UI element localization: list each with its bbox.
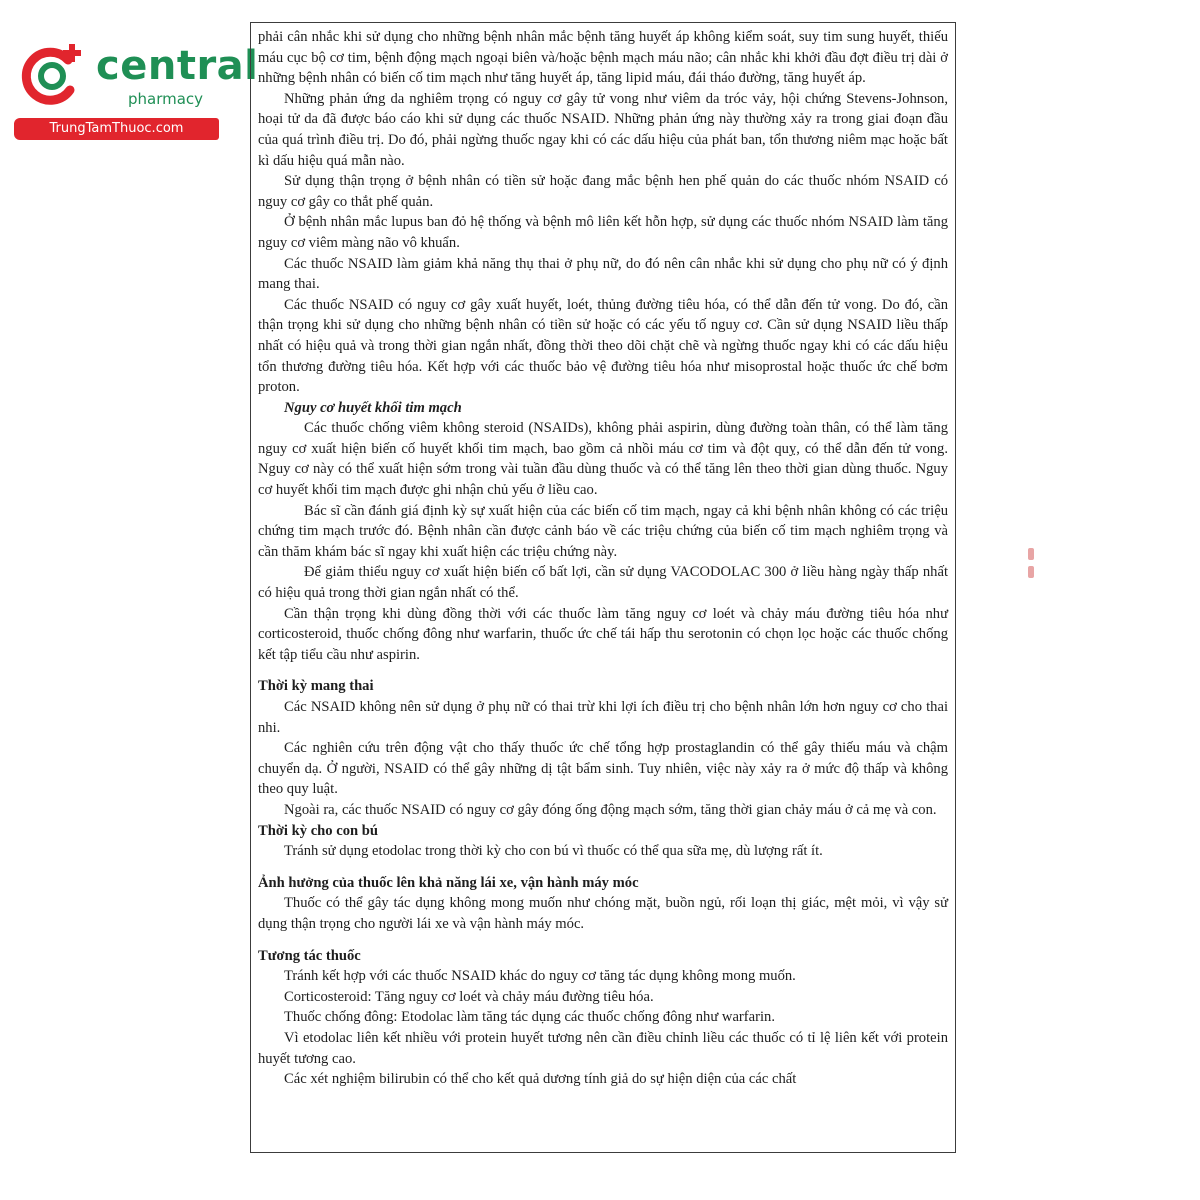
paragraph: Ngoài ra, các thuốc NSAID có nguy cơ gây đóng ống động mạch sớm, tăng thời gian chảy máu ở cả mẹ và con. [284, 801, 937, 818]
margin-mark [1028, 548, 1034, 560]
section-heading-pregnancy: Thời kỳ mang thai [258, 678, 374, 695]
paragraph: Các nghiên cứu trên động vật cho thấy thuốc ức chế tổng hợp prostaglandin có thể gây thiếu máu và chậm chuyển dạ. Ở người, NSAID có thể gây những dị tật bẩm sinh. Tuy nhiên, việc này xảy ra ở mức độ thấp và không theo quy luật. [258, 740, 948, 798]
brand-url-link[interactable]: TrungTamThuoc.com [14, 118, 219, 140]
paragraph: Các xét nghiệm bilirubin có thể cho kết quả dương tính giả do sự hiện diện của các chất [284, 1071, 797, 1088]
paragraph: Tránh kết hợp với các thuốc NSAID khác do nguy cơ tăng tác dụng không mong muốn. [284, 968, 796, 985]
paragraph: Ở bệnh nhân mắc lupus ban đỏ hệ thống và bệnh mô liên kết hỗn hợp, sử dụng các thuốc nhóm NSAID làm tăng nguy cơ viêm màng não vô khuẩn. [258, 214, 948, 251]
margin-mark [1028, 566, 1034, 578]
paragraph: Sử dụng thận trọng ở bệnh nhân có tiền sử hoặc đang mắc bệnh hen phế quản do các thuốc nhóm NSAID có nguy cơ gây co thắt phế quản. [258, 173, 948, 210]
paragraph: Corticosteroid: Tăng nguy cơ loét và chảy máu đường tiêu hóa. [284, 988, 654, 1005]
brand-subtitle: pharmacy [128, 90, 204, 108]
paragraph: phải cân nhắc khi sử dụng cho những bệnh nhân mắc bệnh tăng huyết áp không kiểm soát, suy tim sung huyết, thiếu máu cục bộ cơ tim, bệnh động mạch ngoại biên và/hoặc bệnh mạch máu não; cân nhắc khi khởi đầu đợt điều trị dài ở những bệnh nhân có biến cố tim mạch như tăng huyết áp, tăng lipid máu, đái tháo đường, tăng huyết áp. [258, 29, 948, 87]
paragraph: Thuốc có thể gây tác dụng không mong muốn như chóng mặt, buồn ngủ, rối loạn thị giác, mệt mỏi, vì vậy sử dụng thận trọng cho người lái xe và vận hành máy móc. [258, 895, 948, 932]
section-heading-cardiovascular: Nguy cơ huyết khối tim mạch [284, 399, 462, 416]
paragraph: Các NSAID không nên sử dụng ở phụ nữ có thai trừ khi lợi ích điều trị cho bệnh nhân lớn hơn nguy cơ cho thai nhi. [258, 699, 948, 736]
section-heading-driving: Ảnh hưởng của thuốc lên khả năng lái xe, vận hành máy móc [258, 874, 639, 891]
central-pharmacy-logo[interactable] [8, 34, 259, 144]
paragraph: Bác sĩ cần đánh giá định kỳ sự xuất hiện của các biến cố tim mạch, ngay cả khi bệnh nhân không có các triệu chứng tim mạch trước đó. Bệnh nhân cần được cảnh báo về các triệu chứng của biến cố tim mạch nghiêm trọng và cần thăm khám bác sĩ ngay khi xuất hiện các triệu chứng này. [258, 502, 948, 560]
section-heading-lactation: Thời kỳ cho con bú [258, 822, 379, 839]
document-page [250, 22, 956, 1153]
paragraph: Các thuốc NSAID làm giảm khả năng thụ thai ở phụ nữ, do đó nên cân nhắc khi sử dụng cho phụ nữ có ý định mang thai. [258, 255, 948, 293]
paragraph: Vì etodolac liên kết nhiều với protein huyết tương nên cần điều chỉnh liều các thuốc có tỉ lệ liên kết với protein huyết tương cao. [258, 1029, 948, 1067]
paragraph: Để giảm thiểu nguy cơ xuất hiện biến cố bất lợi, cần sử dụng VACODOLAC 300 ở liều hàng ngày thấp nhất có hiệu quả trong thời gian ngắn nhất có thể. [258, 564, 948, 602]
paragraph: Những phản ứng da nghiêm trọng có nguy cơ gây tử vong như viêm da tróc vảy, hội chứng Stevens-Johnson, hoại tử da đã được báo cáo khi sử dụng các thuốc NSAID. Những phản ứng này thường xảy ra trong giai đoạn đầu của quá trình điều trị. Do đó, phải ngừng thuốc ngay khi có các dấu hiệu của phát ban, tổn thương niêm mạc hoặc bất kì dấu hiệu quá mẫn nào. [258, 90, 948, 169]
paragraph: Thuốc chống đông: Etodolac làm tăng tác dụng các thuốc chống đông như warfarin. [284, 1009, 775, 1026]
paragraph: Các thuốc chống viêm không steroid (NSAIDs), không phải aspirin, dùng đường toàn thân, có thể làm tăng nguy cơ xuất hiện biến cố huyết khối tim mạch, bao gồm cả nhồi máu cơ tim và đột quỵ, có thể dẫn đến tử vong. Nguy cơ này có thể xuất hiện sớm trong vài tuần đầu dùng thuốc và có thể tăng lên theo thời gian dùng thuốc. Nguy cơ huyết khối tim mạch được ghi nhận chủ yếu ở liều cao. [258, 420, 948, 499]
pharmacy-logo-icon [16, 40, 88, 112]
brand-name: central [96, 43, 259, 89]
section-heading-interactions: Tương tác thuốc [258, 947, 361, 964]
paragraph: Các thuốc NSAID có nguy cơ gây xuất huyết, loét, thủng đường tiêu hóa, có thể dẫn đến tử vong. Do đó, cần thận trọng khi sử dụng cho những bệnh nhân có tiền sử hoặc có các yếu tố nguy cơ. Cần sử dụng NSAID liều thấp nhất có hiệu quả và trong thời gian ngắn nhất, đồng thời theo dõi chặt chẽ và ngừng thuốc ngay khi có các dấu hiệu tổn thương đường tiêu hóa. Kết hợp với các thuốc bảo vệ đường tiêu hóa như misoprostal hoặc thuốc ức chế bơm proton. [258, 296, 948, 396]
paragraph: Tránh sử dụng etodolac trong thời kỳ cho con bú vì thuốc có thể qua sữa mẹ, dù lượng rất ít. [284, 843, 823, 860]
paragraph: Cần thận trọng khi dùng đồng thời với các thuốc làm tăng nguy cơ loét và chảy máu đường tiêu hóa như corticosteroid, thuốc chống đông như warfarin, thuốc ức chế tái hấp thu serotonin có chọn lọc hoặc các thuốc chống kết tập tiểu cầu như aspirin. [258, 605, 948, 663]
